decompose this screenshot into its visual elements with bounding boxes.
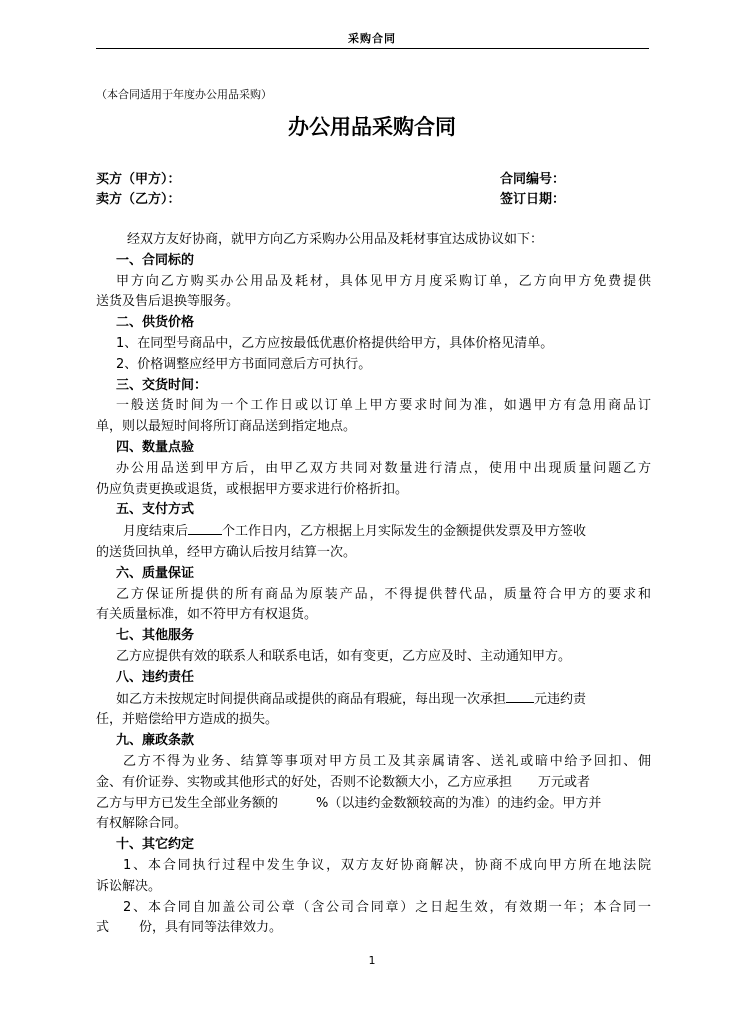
integrity-text-b: 万元或者 — [538, 774, 591, 790]
section-delivery-line: 单，则以最短时间将所订商品送到指定地点。 — [96, 419, 357, 435]
seller-label: 卖方（乙方）： — [96, 192, 181, 207]
contract-title: 办公用品采购合同 — [288, 114, 456, 139]
section-heading-liability: 八、违约责任 — [116, 669, 195, 685]
section-inspection-line: 仍应负责更换或退货，或根据甲方要求进行价格折扣。 — [96, 481, 409, 497]
contract-number-label: 合同编号： — [500, 172, 566, 187]
running-header: 采购合同 — [348, 32, 396, 45]
contract-body — [96, 230, 651, 939]
section-integrity-line: 有权解除合同。 — [96, 816, 188, 832]
workdays-blank — [188, 521, 222, 535]
applicability-note: （本合同适用于年度办公用品采购） — [96, 88, 272, 101]
section-liability-line — [96, 689, 651, 711]
section-heading-quality: 六、质量保证 — [116, 565, 195, 581]
intro-paragraph: 经双方友好协商，就甲方向乙方采购办公用品及耗材事宜达成协议如下： — [127, 232, 544, 247]
section-delivery-line: 一般送货时间为一个工作日或以订单上甲方要求时间为准，如遇甲方有急用商品订 — [116, 398, 651, 414]
section-heading-inspection: 四、数量点验 — [116, 439, 195, 455]
section-payment-line — [96, 521, 651, 543]
section-integrity-line: 乙方不得为业务、结算等事项对甲方员工及其亲属请客、送礼或暗中给予回扣、佣 — [123, 753, 651, 769]
payment-text-b: 个工作日内，乙方根据上月实际发生的金额提供发票及甲方签收 — [222, 524, 587, 540]
section-price-item: 2、价格调整应经甲方书面同意后方可执行。 — [116, 356, 372, 372]
integrity-text-d: %（以违约金数额较高的为准）的违约金。甲方并 — [316, 795, 602, 811]
integrity-text-c: 乙方与甲方已发生全部业务额的 — [96, 795, 279, 811]
section-subject-line: 甲方向乙方购买办公用品及耗材，具体见甲方月度采购订单，乙方向甲方免费提供 — [116, 273, 651, 289]
section-integrity-line — [96, 794, 651, 815]
payment-text-a: 月度结束后 — [123, 524, 189, 540]
copies-text-a: 式 — [96, 920, 110, 936]
sign-date-label: 签订日期： — [500, 192, 566, 207]
liability-text-b: 元违约责 — [534, 691, 587, 707]
liability-text-a: 如乙方未按规定时间提供商品或提供的商品有瑕疵，每出现一次承担 — [116, 691, 507, 707]
penalty-amount-blank — [506, 689, 534, 703]
section-other-line: 诉讼解决。 — [96, 878, 162, 894]
section-heading-integrity: 九、廉政条款 — [116, 733, 195, 749]
page-number: 1 — [368, 954, 376, 967]
section-other-line: 2、本合同自加盖公司公章（含公司合同章）之日起生效，有效期一年；本合同一 — [123, 899, 651, 915]
section-heading-services: 七、其他服务 — [116, 628, 195, 644]
section-heading-price: 二、供货价格 — [116, 315, 195, 331]
section-heading-other: 十、其它约定 — [116, 837, 195, 853]
section-heading-delivery: 三、交货时间： — [116, 377, 208, 393]
section-liability-line: 任，并赔偿给甲方造成的损失。 — [96, 712, 279, 728]
section-quality-line: 有关质量标准，如不符甲方有权退货。 — [96, 607, 318, 623]
section-subject-line: 送货及售后退换等服务。 — [96, 294, 240, 310]
section-heading-payment: 五、支付方式 — [116, 502, 195, 518]
copies-text-b: 份，具有同等法律效力。 — [139, 920, 283, 936]
section-inspection-line: 办公用品送到甲方后，由甲乙双方共同对数量进行清点，使用中出现质量问题乙方 — [116, 460, 651, 476]
section-services-line: 乙方应提供有效的联系人和联系电话，如有变更，乙方应及时、主动通知甲方。 — [116, 648, 572, 664]
buyer-label: 买方（甲方）： — [96, 172, 181, 187]
section-price-item: 1、在同型号商品中，乙方应按最低优惠价格提供给甲方，具体价格见清单。 — [116, 335, 554, 351]
integrity-text-a: 金、有价证券、实物或其他形式的好处，否则不论数额大小，乙方应承担 — [96, 774, 513, 790]
header-rule — [96, 48, 649, 49]
section-integrity-line — [96, 773, 651, 794]
section-other-line — [96, 918, 651, 939]
section-heading-subject: 一、合同标的 — [116, 252, 195, 268]
section-other-line: 1、本合同执行过程中发生争议，双方友好协商解决，协商不成向甲方所在地法院 — [123, 857, 651, 873]
section-payment-line: 的送货回执单，经甲方确认后按月结算一次。 — [96, 544, 357, 560]
section-quality-line: 乙方保证所提供的所有商品为原装产品，不得提供替代品，质量符合甲方的要求和 — [116, 586, 651, 602]
